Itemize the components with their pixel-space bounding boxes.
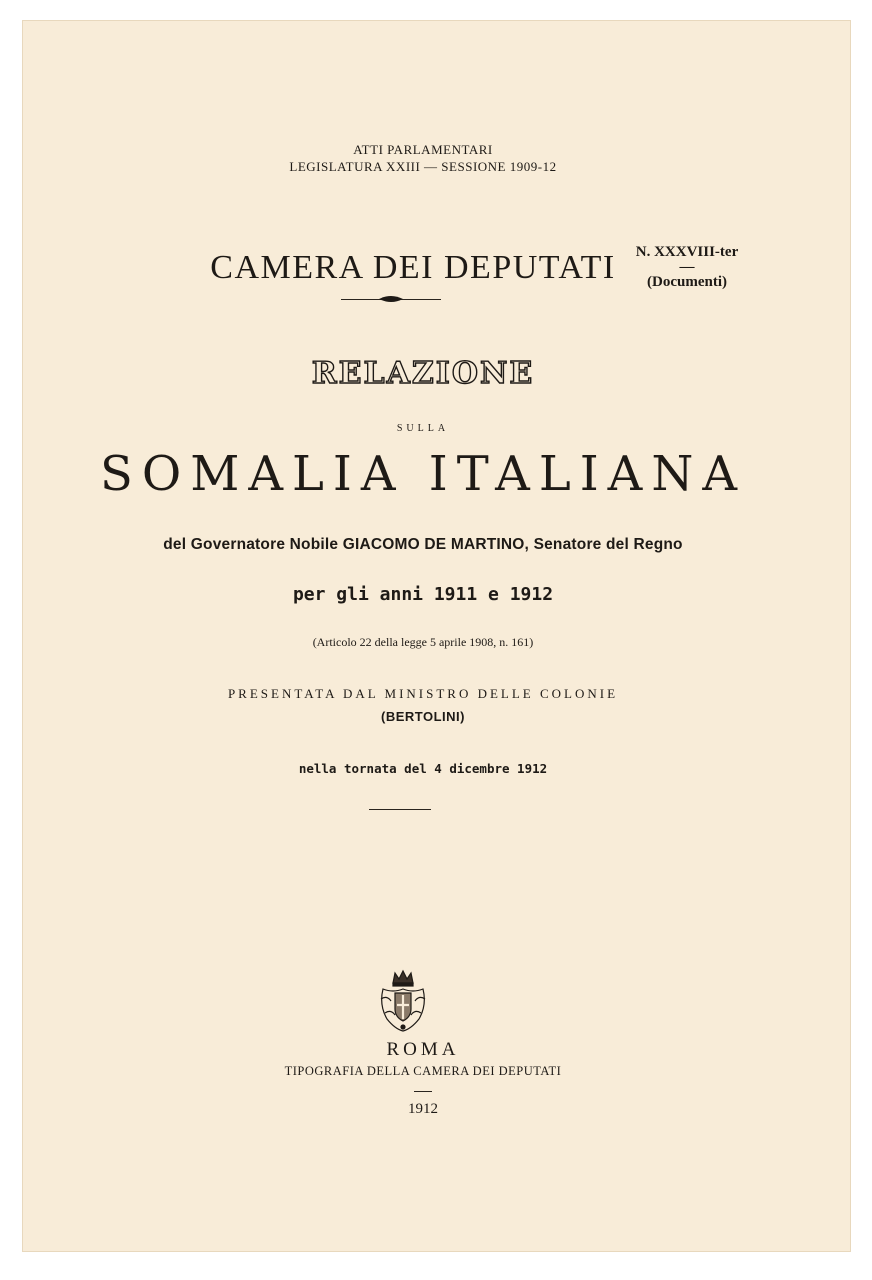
chamber-name: CAMERA DEI DEPUTATI [210,249,616,286]
imprint-printer: TIPOGRAFIA DELLA CAMERA DEI DEPUTATI [284,1064,562,1078]
minister-name: (BERTOLINI) [381,709,465,724]
session-date: nella tornata del 4 dicembre 1912 [298,761,548,776]
presented-by: PRESENTATA DAL MINISTRO DELLE COLONIE [227,686,619,701]
header-line-2: LEGISLATURA XXIII — SESSIONE 1909-12 [289,159,557,174]
imprint-city: ROMA [386,1039,460,1060]
document-title: RELAZIONE [311,356,535,391]
document-number [627,243,747,291]
divider [369,809,431,810]
imprint-year: 1912 [408,1101,438,1117]
doc-number-code: N. XXXVIII-ter [635,244,739,260]
author-line: del Governatore Nobile GIACOMO DE MARTINO, Senatore del Regno [163,536,683,553]
years-line: per gli anni 1911 e 1912 [292,584,554,605]
imprint-dash [414,1091,432,1092]
document-subject: SOMALIA ITALIANA [100,446,746,502]
doc-number-dash: — [679,259,695,275]
header-line-1: ATTI PARLAMENTARI [353,142,493,157]
title-preposition: SULLA [396,423,450,434]
title-page [22,20,851,1252]
royal-coat-of-arms-icon [377,969,429,1033]
parliament-header [23,141,823,175]
law-reference: (Articolo 22 della legge 5 aprile 1908, n. 161) [312,635,534,649]
doc-number-label: (Documenti) [647,274,727,290]
rule-ornament-icon [379,294,403,304]
